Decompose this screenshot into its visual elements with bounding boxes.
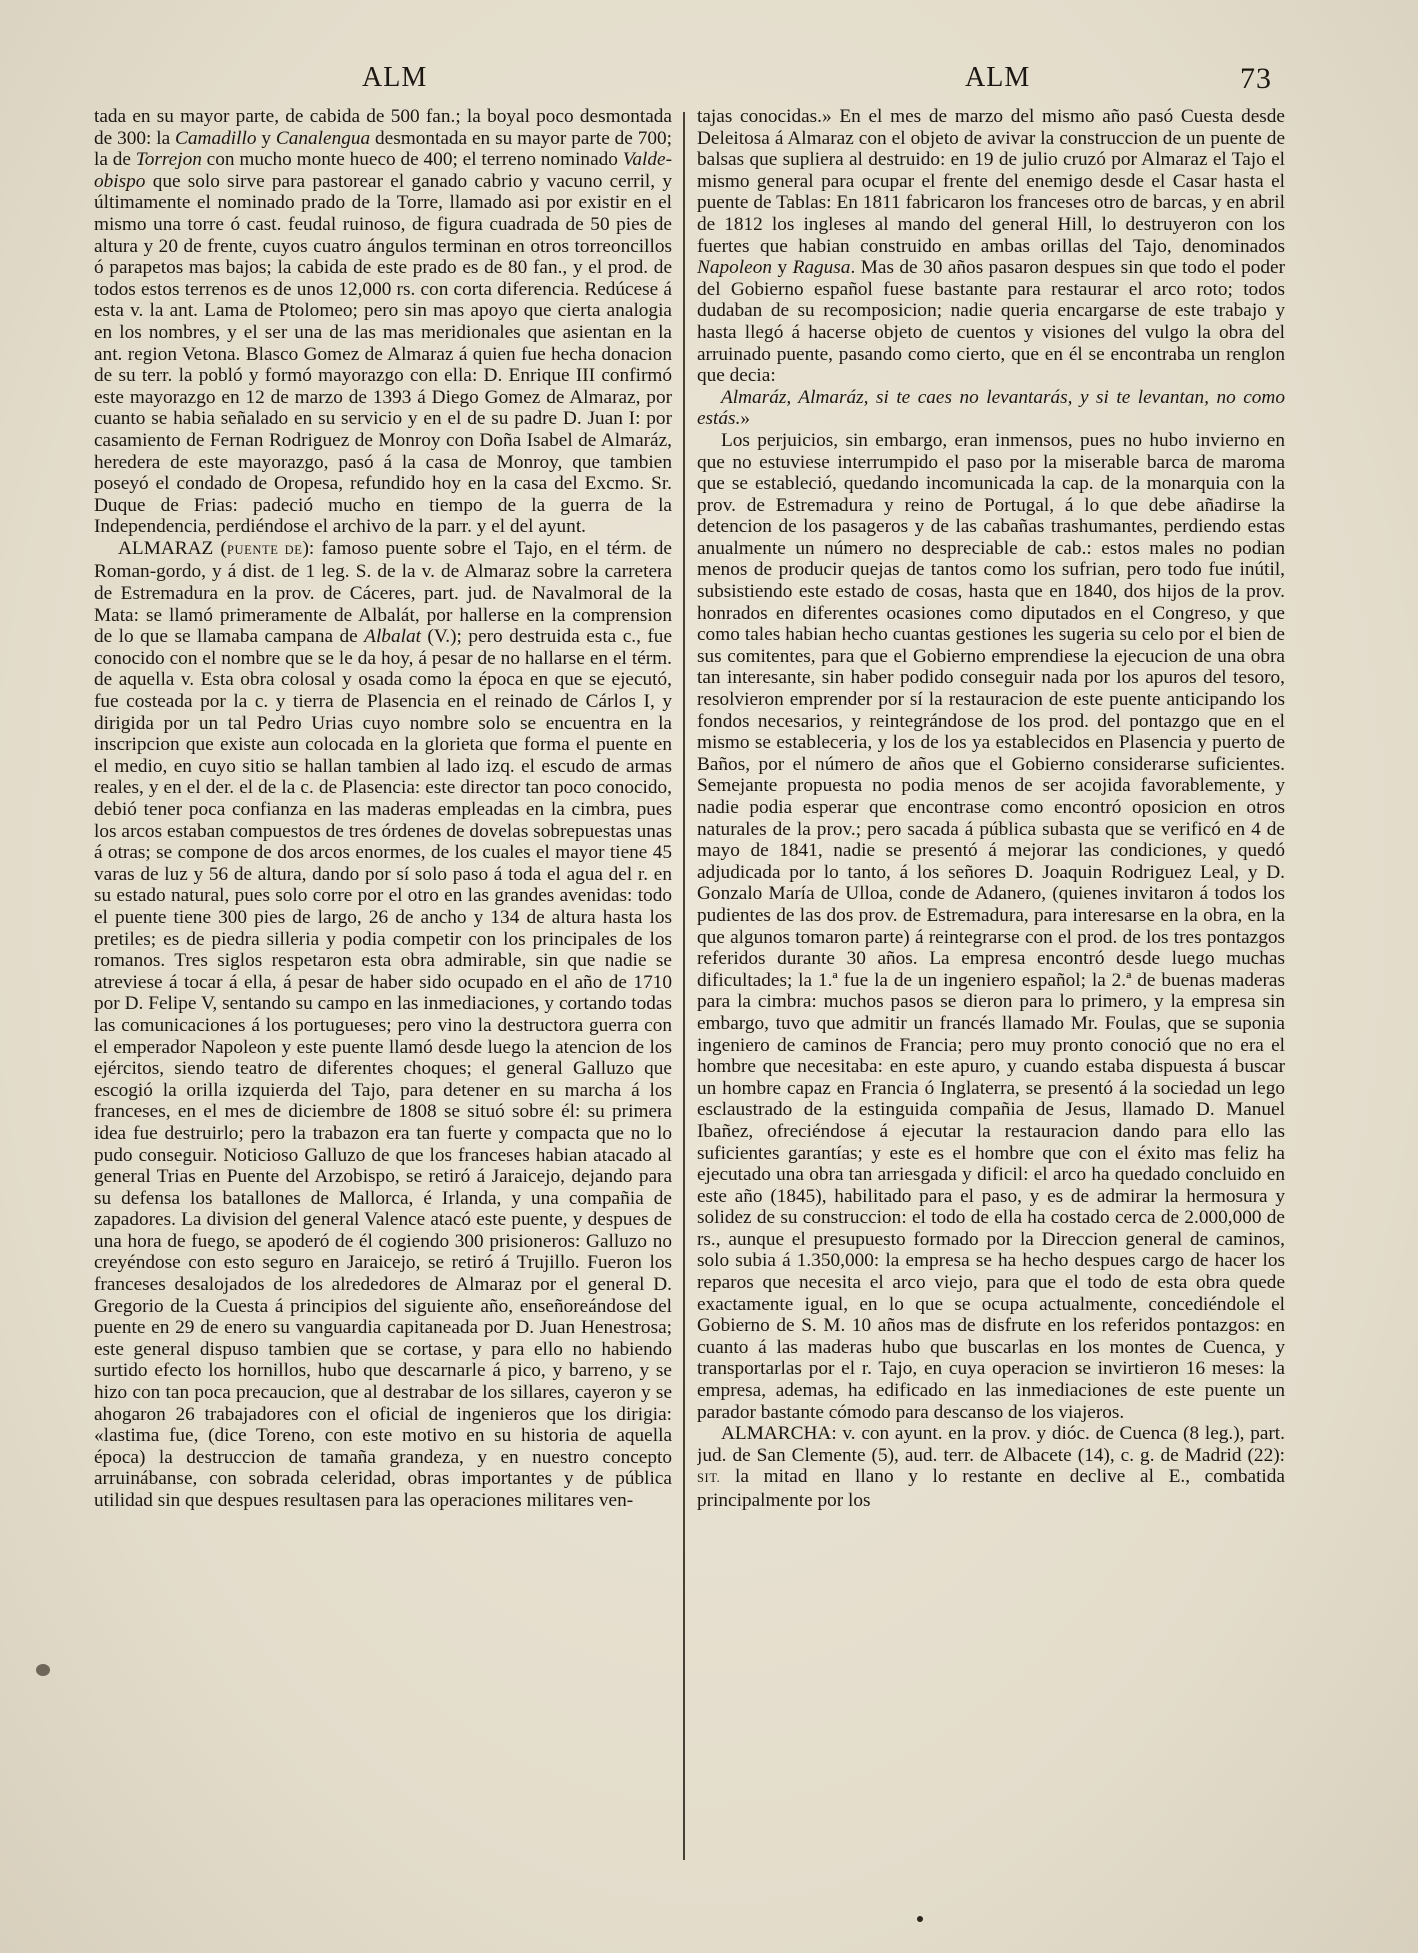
page-number: 73 <box>1240 62 1272 95</box>
entry-continuation-paragraph: tada en su mayor parte, de cabida de 500 fan.; la boyal poco desmontada de 300: la Camadillo y Canalengua desmontada en su mayor parte de 700; la de Torrejon con mucho monte hueco de 400; el terreno nominado Valde-obispo que solo sirve para pastorear el ganado cabrio y vacuno cerril, y últimamente el nominado prado de la Torre, llamado asi por existir en el mismo una torre ó cast. feudal ruinoso, de figura cuadrada de 50 pies de altura y 20 de frente, cuyos cuatro ángulos terminan en otros torreoncillos ó parapetos mas bajos; la cabida de este prado es de 80 fan., y el prod. de todos estos terrenos es de unos 12,000 rs. con corta diferencia. Redúcese á esta v. la ant. Lama de Ptolomeo; pero sin mas apoyo que cierta analogia en los nombres, y el ser una de las mas meridionales que asientan en la ant. region Vetona. Blasco Gomez de Almaraz á quien fue hecha donacion de su terr. la pobló y formó mayorazgo con ella: D. Enrique III confirmó este mayorazgo en 12 de marzo de 1393 á Diego Gomez de Almaraz, por cuanto se habia señalado en su servicio y en el de su padre D. Juan I: por casamiento de Fernan Rodriguez de Monroy con Doña Isabel de Almaráz, heredera de este mayorazgo, pasó á la casa de Monroy, que tambien poseyó el condado de Oropesa, refundido hoy en la casa del Excmo. Sr. Duque de Frias: padeció mucho en tiempo de la guerra de la Independencia, perdiéndose el archivo de la parr. y el del ayunt. <box>94 106 672 538</box>
entry-almarcha: ALMARCHA: v. con ayunt. en la prov. y dióc. de Cuenca (8 leg.), part. jud. de San Clemente (5), aud. terr. de Albacete (14), c. g. de Madrid (22): SIT. la mitad en llano y lo restante en declive al E., combatida principalmente por los <box>697 1423 1285 1511</box>
left-column <box>94 106 672 1886</box>
entry-almaraz-puente: ALMARAZ (PUENTE DE): famoso puente sobre el Tajo, en el térm. de Roman-gordo, y á dist. de 1 leg. S. de la v. de Almaraz sobre la carretera de Estremadura en la prov. de Cáceres, part. jud. de Navalmoral de la Mata: se llamó primeramente de Albalát, por hallerse en la comprension de lo que se llamaba campana de Albalat (V.); pero destruida esta c., fue conocido con el nombre que se le da hoy, á pesar de no hallarse en el térm. de aquella v. Esta obra colosal y osada como la época en que se ejecutó, fue costeada por la c. y tierra de Plasencia en el reinado de Cárlos I, y dirigida por un tal Pedro Urias cuyo nombre solo se encuentra en la inscripcion que existe aun colocada en la glorieta que forma el puente en el medio, en cuyo sitio se hallan tambien al lado izq. el escudo de armas reales, y en el der. el de la c. de Plasencia: este director tan poco conocido, debió tener poca confianza en las maderas empleadas en la cimbra, pues los arcos estaban compuestos de tres órdenes de dovelas sobrepuestas unas á otras; se compone de dos arcos enormes, de los cuales el mayor tiene 45 varas de luz y 56 de altura, dando por sí solo paso á toda el agua del r. en su estado natural, pues solo corre por el otro en las grandes avenidas: todo el puente tiene 300 pies de largo, 26 de ancho y 134 de altura hasta los pretiles; es de piedra silleria y podia competir con los principales de los romanos. Tres siglos respetaron esta obra admirable, sin que nadie se atreviese á tocar á ella, á pesar de haber sido ocupado en el año de 1710 por D. Felipe V, sentando su campo en las inmediaciones, y cortando todas las comunicaciones á los portugueses; pero vino la destructora guerra con el emperador Napoleon y este puente llamó desde luego la atencion de los ejércitos, siendo teatro de diferentes choques; el general Galluzo que escogió la orilla izquierda del Tajo, para detener en su marcha á los franceses, en el mes de diciembre de 1808 se situó sobre él: su primera idea fue destruirlo; pero la trabazon era tan fuerte y compacta que no lo pudo conseguir. Noticioso Galluzo de que los franceses habian atacado al general Trias en Puente del Arzobispo, se retiró á Jaraicejo, dejando para su defensa los batallones de Mallorca, é Irlanda, y una compañia de zapadores. La division del general Valence atacó este puente, y despues de una hora de fuego, se apoderó de él cogiendo 300 prisioneros: Galluzo no creyéndose con esto seguro en Jaraicejo, se retiró á Trujillo. Fueron los franceses desalojados de los alrededores de Almaraz por el general D. Gregorio de la Cuesta á principios del siguiente año, enseñoreándose del puente en 29 de enero su vanguardia capitaneada por D. Juan Henestrosa; este general dispuso tambien que se cortase, y para ello no habiendo surtido efecto los hornillos, hubo que descarnarle á pico, y barreno, y se hizo con tan poca precaucion, que al destrabar de los sillares, cayeron y se ahogaron 26 trabajadores con el oficial de ingenieros que los dirigia: «lastima fue, (dice Toreno, con este motivo en su historia de aquella época) la destruccion de tamaña grandeza, y en nuestro concepto arruinábanse, con sobrada celeridad, obras importantes y de pública utilidad sin que despues resultasen para las operaciones militares ven- <box>94 537 672 1511</box>
page-header <box>0 62 1418 106</box>
right-column <box>697 106 1285 1886</box>
verse-quote: Almaráz, Almaráz, si te caes no levantarás, y si te levantan, no como estás.» <box>697 386 1285 430</box>
ink-dot <box>917 1916 923 1922</box>
column-divider <box>683 112 685 1860</box>
entry-continuation-paragraph: tajas conocidas.» En el mes de marzo del mismo año pasó Cuesta desde Deleitosa á Almaraz con el objeto de avivar la construccion de un puente de balsas que supliera al destruido: en 19 de julio cruzó por Almaraz el Tajo el mismo general para ocupar el frente del enemigo desde el Casar hasta el puente de Tablas: En 1811 fabricaron los franceses otro de barcas, y en abril de 1812 los ingleses al mando del general Hill, lo destruyeron con los fuertes que habian construido en ambas orillas del Tajo, denominados Napoleon y Ragusa. Mas de 30 años pasaron despues sin que todo el poder del Gobierno español fuese bastante para restaurar el arco roto; todos dudaban de su recomposicion; nadie queria encargarse de este trabajo y hasta llegó á hacerse objeto de cuentos y visiones del vulgo la obra del arruinado puente, pasando como cierto, que en él se encontraba un renglon que decia: <box>697 106 1285 387</box>
right-running-head: ALM <box>965 62 1031 93</box>
left-running-head: ALM <box>362 62 428 93</box>
body-paragraph: Los perjuicios, sin embargo, eran inmensos, pues no hubo invierno en que no estuviese interrumpido el paso por la miserable barca de maroma que se estableció, quedando incomunicada la cap. de la monarquia con la prov. de Estremadura y reino de Portugal, á lo que debe añadirse la detencion de los pasageros y de las cabañas trashumantes, perdiendo estas anualmente un número no despreciable de cab.: estos males no podian menos de producir quejas de tantos como los sufrian, pero todo fue inútil, subsistiendo este estado de cosas, hasta que en 1840, dos hijos de la prov. honrados en diferentes ocasiones como diputados en el Congreso, y que como tales habian hecho cuantas gestiones les sugeria su celo por el bien de sus comitentes, para que el Gobierno emprendiese la ejecucion de una obra tan interesante, sin haber podido conseguir nada por los apuros del tesoro, resolvieron emprender por sí la restauracion de este puente anticipando los fondos necesarios, y reintegrándose de los prod. del pontazgo que en el mismo se estableceria, y los de los ya establecidos en Plasencia y puerto de Baños, por el número de años que el Gobierno considerarse suficientes. Semejante propuesta no podia menos de ser acojida favorablemente, y nadie podia esperar que encontrase como encontró oposicion en otros naturales de la prov.; pero sacada á pública subasta que se verificó en 4 de mayo de 1841, nadie se presentó á mejorar las condiciones, y quedó adjudicada por lo tanto, á los señores D. Joaquin Rodriguez Leal, y D. Gonzalo María de Ulloa, conde de Adanero, (quienes invitaron á todos los pudientes de las dos prov. de Estremadura, para interesarse en la obra, en la que algunos tomaron parte) á reintegrarse con el prod. de los tres pontazgos referidos durante 30 años. La empresa encontró desde luego muchas dificultades; la 1.ª fue la de un ingeniero español; la 2.ª de buenas maderas para la cimbra: muchos pasos se dieron para lo primero, y la empresa sin embargo, tuvo que admitir un francés llamado Mr. Foulas, que se suponia ingeniero de caminos de Francia; pero muy pronto conoció que no era el hombre que necesitaba: en este apuro, y cuando estaba dispuesta á buscar un hombre capaz en Francia ó Inglaterra, se presentó á la sociedad un lego esclaustrado de la estinguida compañia de Jesus, llamado D. Manuel Ibañez, ofreciéndose á ejecutar la restauracion dando para ello las suficientes garantías; y este es el hombre que con el éxito mas feliz ha ejecutado una obra tan arriesgada y dificil: el arco ha quedado concluido en este año (1845), habilitado para el paso, y es de admirar la hermosura y solidez de su construccion: el todo de ella ha costado cerca de 2.000,000 de rs., aunque el presupuesto formado por la Direccion general de caminos, solo subia á 1.350,000: la empresa se ha hecho despues cargo de hacer los reparos que necesita el arco viejo, para que el todo de esta obra quede exactamente igual, en lo que se ocupa actualmente, concediéndole el Gobierno de S. M. 10 años mas de disfrute en los referidos pontazgos: en cuanto á las maderas hubo que buscarlas en los montes de Cuenca, y transportarlas por el r. Tajo, en cuya operacion se invirtieron 16 meses: la empresa, ademas, ha edificado en las inmediaciones de este puente un parador bastante cómodo para descanso de los viajeros. <box>697 429 1285 1423</box>
ink-smudge <box>36 1664 50 1676</box>
